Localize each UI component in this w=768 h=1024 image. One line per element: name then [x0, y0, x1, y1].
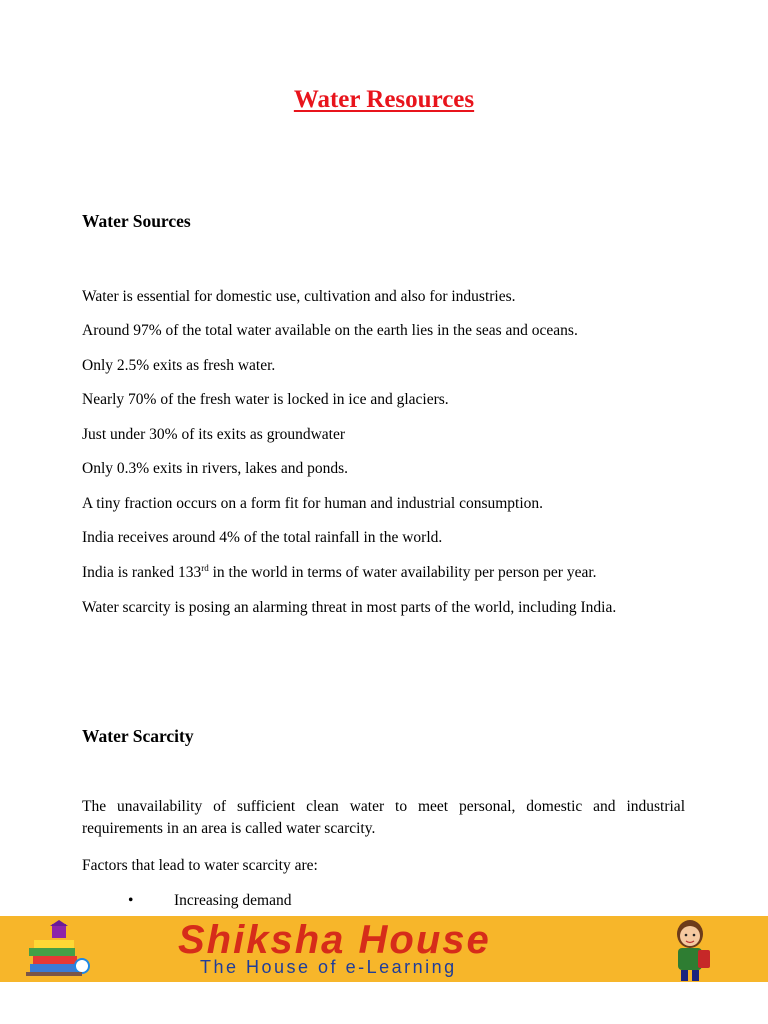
brand-name: Shiksha House	[178, 918, 491, 962]
paragraph: Only 0.3% exits in rivers, lakes and ponds.	[82, 460, 349, 477]
bullet-marker: •	[128, 892, 134, 909]
footer-banner	[0, 916, 768, 982]
ranked-text-start: India is ranked 133	[82, 564, 202, 581]
section-heading-water-scarcity: Water Scarcity	[82, 726, 194, 746]
student-icon	[662, 918, 718, 982]
bullet-item	[128, 890, 292, 912]
paragraph: India receives around 4% of the total rainfall in the world.	[82, 529, 443, 546]
paragraph-ranked	[82, 562, 685, 584]
ranked-superscript: rd	[201, 563, 209, 573]
paragraph: The unavailability of sufficient clean water to meet personal, domestic and industrial requirements in an area is called water scarcity.	[82, 798, 685, 837]
paragraph: A tiny fraction occurs on a form fit for human and industrial consumption.	[82, 495, 544, 512]
paragraph: Only 2.5% exits as fresh water.	[82, 357, 276, 374]
brand-tagline: The House of e-Learning	[200, 957, 457, 977]
paragraph: Water is essential for domestic use, cultivation and also for industries.	[82, 288, 516, 305]
paragraph: Just under 30% of its exits as groundwater	[82, 426, 346, 443]
paragraph: Nearly 70% of the fresh water is locked in ice and glaciers.	[82, 391, 449, 408]
paragraph: Factors that lead to water scarcity are:	[82, 857, 318, 874]
paragraph: Around 97% of the total water available on the earth lies in the seas and oceans.	[82, 322, 578, 339]
ranked-text-end: in the world in terms of water availability per person per year.	[208, 564, 597, 581]
page-title: Water Resources	[293, 86, 475, 113]
books-icon	[24, 920, 94, 980]
paragraph: Water scarcity is posing an alarming threat in most parts of the world, including India.	[82, 599, 617, 616]
section-heading-water-sources: Water Sources	[82, 211, 191, 231]
bullet-text: Increasing demand	[174, 892, 292, 909]
